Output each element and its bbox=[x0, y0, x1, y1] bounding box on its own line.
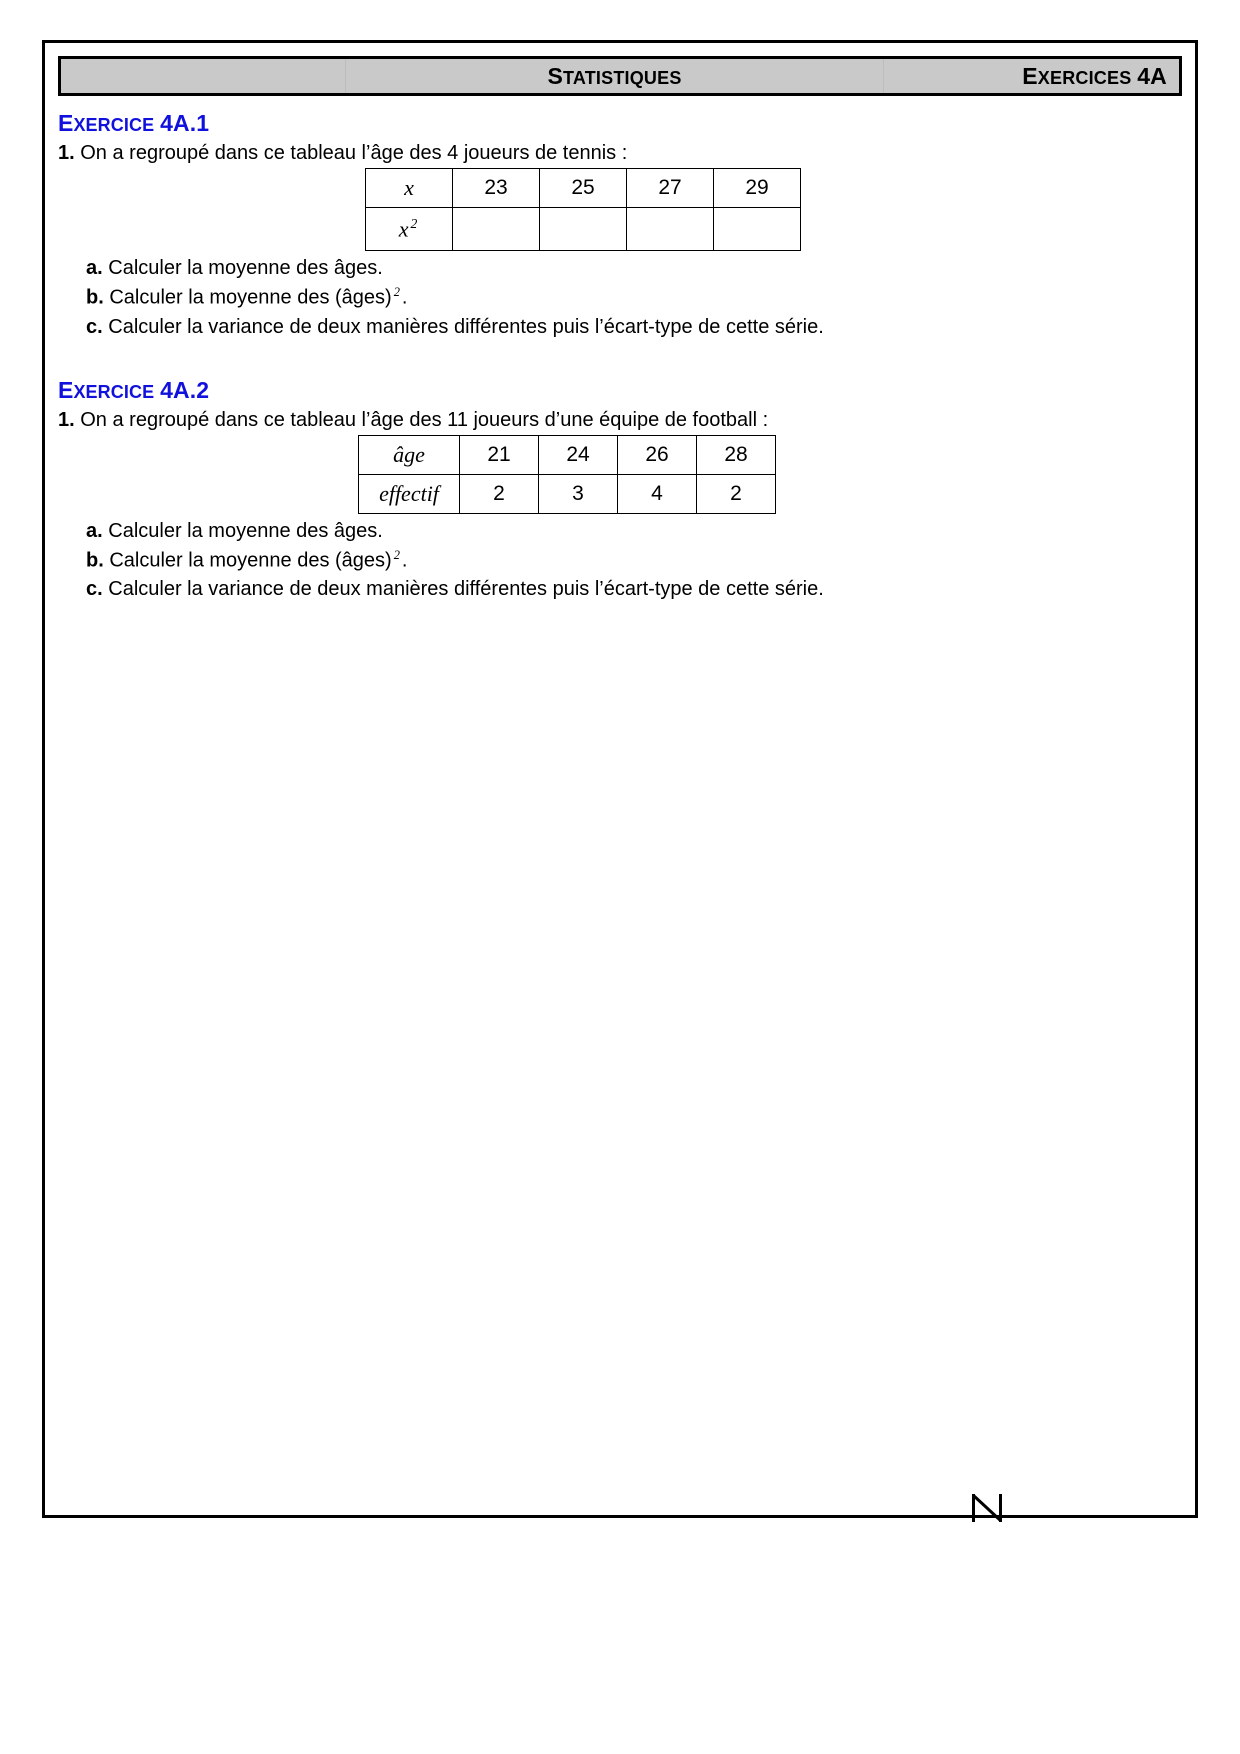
exercise-2-item-a bbox=[58, 518, 1182, 545]
table-cell: 25 bbox=[540, 169, 627, 208]
table-cell: 28 bbox=[697, 435, 776, 474]
item-letter: b. bbox=[86, 286, 104, 309]
item-letter: a. bbox=[86, 257, 103, 279]
item-text: Calculer la moyenne des âges. bbox=[108, 257, 383, 279]
table-cell: 21 bbox=[460, 435, 539, 474]
header-center-cell bbox=[346, 59, 884, 93]
header-title-statistiques: STATISTIQUES bbox=[547, 62, 682, 89]
item-text: Calculer la moyenne des âges. bbox=[108, 519, 383, 542]
item-letter: a. bbox=[86, 519, 103, 542]
header-right-cell bbox=[884, 59, 1179, 93]
table-cell: 2 bbox=[460, 474, 539, 513]
item-text-suffix: . bbox=[401, 549, 408, 572]
exercise-1-item-a bbox=[58, 255, 1182, 282]
table-row-label: x bbox=[366, 169, 453, 208]
exercise-2-table-wrapper bbox=[58, 435, 1182, 514]
table-row bbox=[359, 435, 776, 474]
notch-diagonal-icon bbox=[972, 1494, 1002, 1522]
exercise-1-table-wrapper bbox=[58, 168, 1182, 251]
exercise-1-table bbox=[365, 168, 801, 251]
item-letter: c. bbox=[86, 578, 103, 601]
table-cell-blank[interactable] bbox=[540, 208, 627, 251]
exercise-1-item-c bbox=[58, 314, 1182, 341]
item-letter: b. bbox=[86, 549, 104, 572]
table-row-label: x $^2$ bbox=[366, 208, 453, 251]
page-header-band bbox=[58, 56, 1182, 96]
exercise-2-table bbox=[358, 435, 776, 514]
item-text: Calculer la moyenne des (âges) bbox=[109, 286, 392, 309]
table-cell: 23 bbox=[453, 169, 540, 208]
table-row bbox=[359, 474, 776, 513]
page-corner-notch bbox=[972, 1494, 1002, 1522]
table-cell-blank[interactable] bbox=[453, 208, 540, 251]
table-cell: 29 bbox=[714, 169, 801, 208]
exercise-block-1 bbox=[58, 110, 1182, 341]
exponent-2: 2 bbox=[393, 547, 400, 562]
exercise-2-question-text: On a regroupé dans ce tableau l’âge des 11 joueurs d’une équipe de football : bbox=[80, 408, 769, 431]
table-cell: 3 bbox=[539, 474, 618, 513]
table-cell: 24 bbox=[539, 435, 618, 474]
table-cell-blank[interactable] bbox=[714, 208, 801, 251]
table-row bbox=[366, 169, 801, 208]
header-title-exercices: EXERCICES 4A bbox=[1022, 62, 1167, 89]
exercise-2-heading: EXERCICE 4A.2 bbox=[58, 376, 210, 403]
section-spacer bbox=[58, 343, 1182, 377]
exercise-2-item-c bbox=[58, 576, 1182, 603]
exercise-2-question bbox=[58, 408, 1182, 433]
table-cell: 4 bbox=[618, 474, 697, 513]
table-cell: 26 bbox=[618, 435, 697, 474]
item-letter: c. bbox=[86, 315, 103, 338]
item-text-suffix: . bbox=[401, 286, 408, 309]
exponent-2: 2 bbox=[410, 215, 418, 231]
exercise-1-heading: EXERCICE 4A.1 bbox=[58, 110, 210, 136]
item-text: Calculer la variance de deux manières différentes puis l’écart-type de cette série. bbox=[108, 315, 824, 338]
exercise-block-2 bbox=[58, 377, 1182, 604]
item-text: Calculer la moyenne des (âges) bbox=[109, 549, 392, 572]
exercise-1-question bbox=[58, 141, 1182, 166]
table-row-label: âge bbox=[359, 435, 460, 474]
exercise-1-item-b bbox=[58, 284, 1182, 312]
exercise-2-item-b bbox=[58, 547, 1182, 575]
item-text: Calculer la variance de deux manières différentes puis l’écart-type de cette série. bbox=[108, 578, 824, 601]
exponent-2: 2 bbox=[393, 285, 400, 299]
exercise-1-question-number: 1. bbox=[58, 142, 75, 164]
table-cell: 2 bbox=[697, 474, 776, 513]
header-left-cell bbox=[61, 59, 346, 93]
exercise-1-question-text: On a regroupé dans ce tableau l’âge des 4 joueurs de tennis : bbox=[80, 142, 628, 164]
table-cell-blank[interactable] bbox=[627, 208, 714, 251]
table-row bbox=[366, 208, 801, 251]
table-row-label: effectif bbox=[359, 474, 460, 513]
table-cell: 27 bbox=[627, 169, 714, 208]
worksheet-content bbox=[58, 110, 1182, 605]
exercise-2-question-number: 1. bbox=[58, 408, 75, 431]
